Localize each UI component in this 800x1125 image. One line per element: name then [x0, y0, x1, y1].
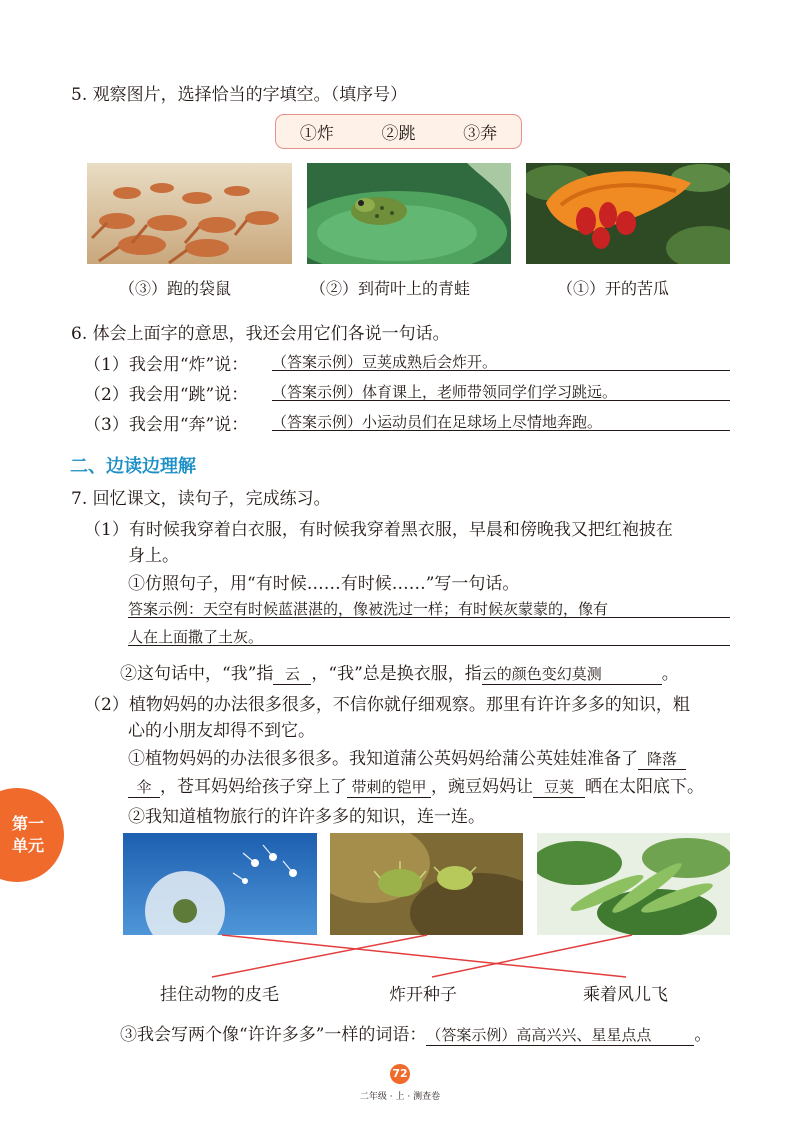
- answer-huanyifu: 云的颜色变幻莫测: [482, 663, 662, 685]
- answer-bitter-melon: ①: [573, 279, 590, 298]
- option-2: ②跳: [381, 124, 416, 144]
- option-3: ③奔: [463, 124, 498, 144]
- q7-p2-sub1-line1: ①植物妈妈的办法很多很多。我知道蒲公英妈妈给蒲公英娃娃准备了 降落: [128, 744, 686, 770]
- q6-item-3-answer: （答案示例）小运动员们在足球场上尽情地奔跑。: [272, 411, 730, 431]
- answer-aabb-words: （答案示例）高高兴兴、星星点点: [426, 1024, 694, 1046]
- answer-cangerr: 带刺的铠甲: [347, 776, 431, 798]
- answer-kangaroo: ③: [135, 279, 152, 298]
- q5-title: 5. 观察图片，选择恰当的字填空。（填序号）: [71, 85, 408, 105]
- q7-p1-sub1: ①仿照句子，用“有时候……有时候……”写一句话。: [128, 574, 520, 594]
- q7-p1-answer-line2: 人在上面撒了土灰。: [128, 626, 730, 646]
- answer-wo: 云: [273, 663, 311, 685]
- match-line-dandelion: [222, 935, 626, 977]
- q7-p1-line2: 身上。: [128, 546, 179, 566]
- answer-pugongying-2: 伞: [128, 776, 160, 798]
- caption-bitter-melon: （①）开的苦瓜: [557, 279, 670, 298]
- q7-title: 7. 回忆课文，读句子，完成练习。: [71, 489, 331, 509]
- match-label-3: 乘着风儿飞: [583, 985, 668, 1005]
- match-label-1: 挂住动物的皮毛: [160, 985, 279, 1005]
- answer-wandou: 豆荚: [533, 776, 585, 798]
- q7-p1-answer-line1: 答案示例：天空有时候蓝湛湛的，像被洗过一样；有时候灰蒙蒙的，像有: [128, 598, 730, 618]
- q6-item-2-answer: （答案示例）体育课上，老师带领同学们学习跳远。: [272, 381, 730, 401]
- answer-frog: ②: [326, 279, 343, 298]
- caption-kangaroo: （③）跑的袋鼠: [119, 279, 232, 298]
- option-1: ①炸: [299, 124, 334, 144]
- caption-frog: （②）到荷叶上的青蛙: [310, 279, 471, 298]
- q7-p1-line1: （1）有时候我穿着白衣服，有时候我穿着黑衣服，早晨和傍晚我又把红袍披在: [84, 520, 673, 540]
- answer-pugongying-1: 降落: [638, 748, 686, 770]
- page-number: 72: [390, 1064, 410, 1084]
- q6-item-3-label: （3）我会用“奔”说：: [84, 415, 249, 435]
- q6-item-2-label: （2）我会用“跳”说：: [84, 385, 249, 405]
- match-line-pea: [432, 935, 632, 977]
- q7-p2-sub1-line2: 伞 ，苍耳妈妈给孩子穿上了 带刺的铠甲 ，豌豆妈妈让 豆荚 晒在太阳底下。: [128, 772, 704, 798]
- q6-item-1-label: （1）我会用“炸”说：: [84, 355, 249, 375]
- page-footer: 二年级 · 上 · 测查卷: [359, 1092, 441, 1102]
- q6-title: 6. 体会上面字的意思，我还会用它们各说一句话。: [71, 324, 450, 344]
- match-line-cocklebur: [212, 935, 427, 977]
- section-heading: 二、边读边理解: [70, 456, 196, 477]
- match-label-2: 炸开种子: [389, 985, 457, 1005]
- q7-p2-line2: 心的小朋友却得不到它。: [128, 721, 315, 741]
- q7-p1-sub2: ②这句话中，“我”指 云 ，“我”总是换衣服，指云的颜色变幻莫测 。: [120, 664, 679, 684]
- q7-p2-sub3: ③我会写两个像“许许多多”一样的词语：（答案示例）高高兴兴、星星点点 。: [120, 1025, 712, 1045]
- q6-item-1-answer: （答案示例）豆荚成熟后会炸开。: [272, 351, 730, 371]
- q7-p2-sub2: ②我知道植物旅行的许许多多的知识，连一连。: [128, 807, 485, 827]
- unit-side-tab: 第一 单元: [0, 788, 64, 882]
- q7-p2-line1: （2）植物妈妈的办法很多很多，不信你就仔细观察。那里有许许多多的知识，粗: [84, 695, 690, 715]
